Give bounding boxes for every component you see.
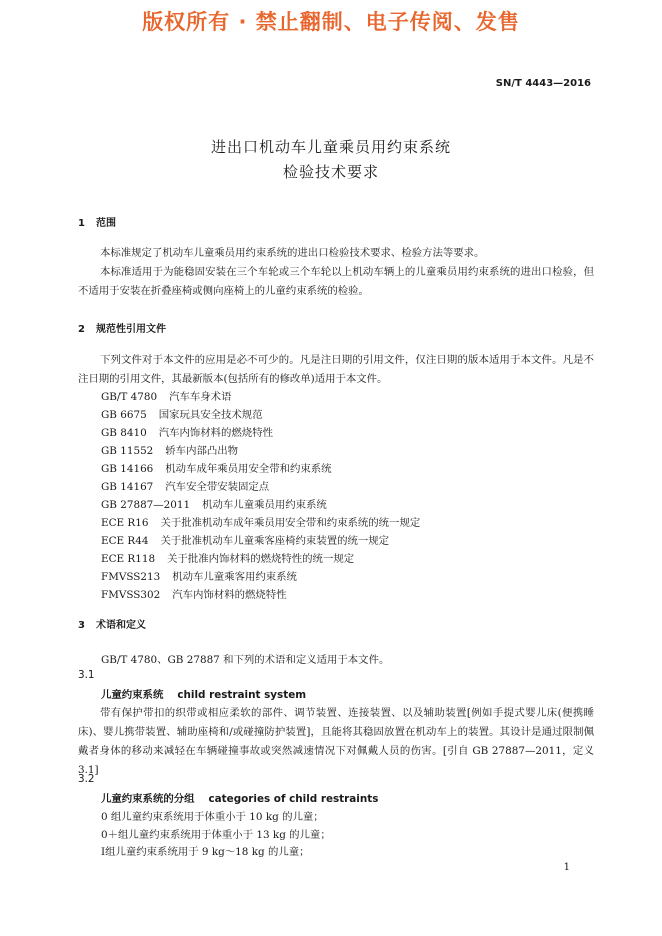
section-1-heading	[78, 214, 116, 229]
reference-item	[101, 550, 354, 565]
document-title-line2: 检验技术要求	[282, 163, 379, 181]
section-number: 1	[78, 218, 85, 229]
section-2-heading	[78, 320, 166, 335]
reference-code: GB 27887—2011	[101, 499, 191, 511]
section-title: 规范性引用文件	[96, 324, 166, 335]
page-number: 1	[563, 862, 570, 873]
term-english: child restraint system	[177, 689, 307, 701]
reference-title: 机动车成年乘员用安全带和约束系统	[165, 463, 332, 475]
reference-item	[101, 532, 389, 547]
term-english: categories of child restraints	[208, 793, 379, 805]
reference-item	[101, 586, 287, 601]
section-3-heading	[78, 616, 146, 631]
reference-title: 关于批准机动车成年乘员用安全带和约束系统的统一规定	[160, 517, 421, 529]
reference-title: 汽车内饰材料的燃烧特性	[172, 589, 287, 601]
document-title-line1: 进出口机动车儿童乘员用约束系统	[210, 138, 451, 156]
reference-code: ECE R16	[101, 517, 149, 529]
reference-item	[101, 514, 420, 529]
reference-code: FMVSS213	[101, 571, 161, 583]
reference-item	[101, 496, 327, 511]
category-line: 0 组儿童约束系统用于体重小于 10 kg 的儿童；	[101, 811, 324, 823]
term-chinese: 儿童约束系统	[101, 689, 164, 701]
category-line: Ⅰ组儿童约束系统用于 9 kg～18 kg 的儿童；	[101, 846, 310, 858]
reference-item	[101, 388, 231, 403]
term-definition: 带有保护带扣的织带或相应柔软的部件、调节装置、连接装置、以及辅助装置[例如手提式婴儿床(便携睡床)、婴儿携带装置、辅助座椅和/或碰撞防护装置]，且能将其稳固放置在机动车上的装置。其设计是通过限制佩戴者身体的移动来减轻在车辆碰撞事故或突然减速情况下对佩戴人员的伤害。[引自 GB 27887—2011，定义 3.1]	[78, 707, 594, 776]
reference-code: GB 6675	[101, 409, 147, 421]
terms-intro: GB/T 4780、GB 27887 和下列的术语和定义适用于本文件。	[101, 654, 390, 666]
document-number: SN/T 4443—2016	[495, 78, 591, 89]
reference-item	[101, 424, 273, 439]
reference-title: 关于批准机动车儿童乘客座椅约束装置的统一规定	[160, 535, 390, 547]
reference-title: 机动车儿童乘员用约束系统	[202, 499, 327, 511]
reference-title: 关于批准内饰材料的燃烧特性的统一规定	[167, 553, 355, 565]
reference-code: FMVSS302	[101, 589, 161, 601]
reference-title: 轿车内部凸出物	[165, 445, 239, 457]
reference-title: 国家玩具安全技术规范	[158, 409, 263, 421]
reference-item	[101, 460, 332, 475]
reference-code: GB/T 4780	[101, 391, 158, 403]
reference-title: 汽车内饰材料的燃烧特性	[158, 427, 273, 439]
copyright-watermark: 版权所有 · 禁止翻制、电子传阅、发售	[142, 10, 520, 34]
scope-paragraph-2: 本标准适用于为能稳固安装在三个车轮或三个车轮以上机动车辆上的儿童乘员用约束系统的进出口检验，但不适用于安装在折叠座椅或侧向座椅上的儿童约束系统的检验。	[78, 266, 594, 297]
term-heading	[101, 790, 378, 805]
reference-item	[101, 442, 238, 457]
section-title: 范围	[96, 218, 116, 229]
section-title: 术语和定义	[96, 620, 146, 631]
reference-code: ECE R44	[101, 535, 149, 547]
section-number: 2	[78, 324, 85, 335]
reference-code: GB 14166	[101, 463, 154, 475]
reference-item	[101, 478, 269, 493]
scope-paragraph-1: 本标准规定了机动车儿童乘员用约束系统的进出口检验技术要求、检验方法等要求。	[100, 247, 485, 259]
reference-title: 汽车安全带安装固定点	[165, 481, 270, 493]
section-number: 3	[78, 620, 85, 631]
reference-code: ECE R118	[101, 553, 156, 565]
term-chinese: 儿童约束系统的分组	[101, 793, 195, 805]
reference-code: GB 8410	[101, 427, 147, 439]
term-heading	[101, 686, 306, 701]
reference-item	[101, 568, 297, 583]
category-line: 0＋组儿童约束系统用于体重小于 13 kg 的儿童；	[101, 829, 331, 841]
reference-code: GB 14167	[101, 481, 154, 493]
normative-references-intro: 下列文件对于本文件的应用是必不可少的。凡是注日期的引用文件，仅注日期的版本适用于本文件。凡是不注日期的引用文件，其最新版本(包括所有的修改单)适用于本文件。	[78, 354, 594, 385]
reference-item	[101, 406, 263, 421]
term-number: 3.2	[78, 773, 95, 785]
reference-title: 机动车儿童乘客用约束系统	[172, 571, 297, 583]
term-number: 3.1	[78, 669, 95, 681]
reference-code: GB 11552	[101, 445, 154, 457]
reference-title: 汽车车身术语	[169, 391, 232, 403]
